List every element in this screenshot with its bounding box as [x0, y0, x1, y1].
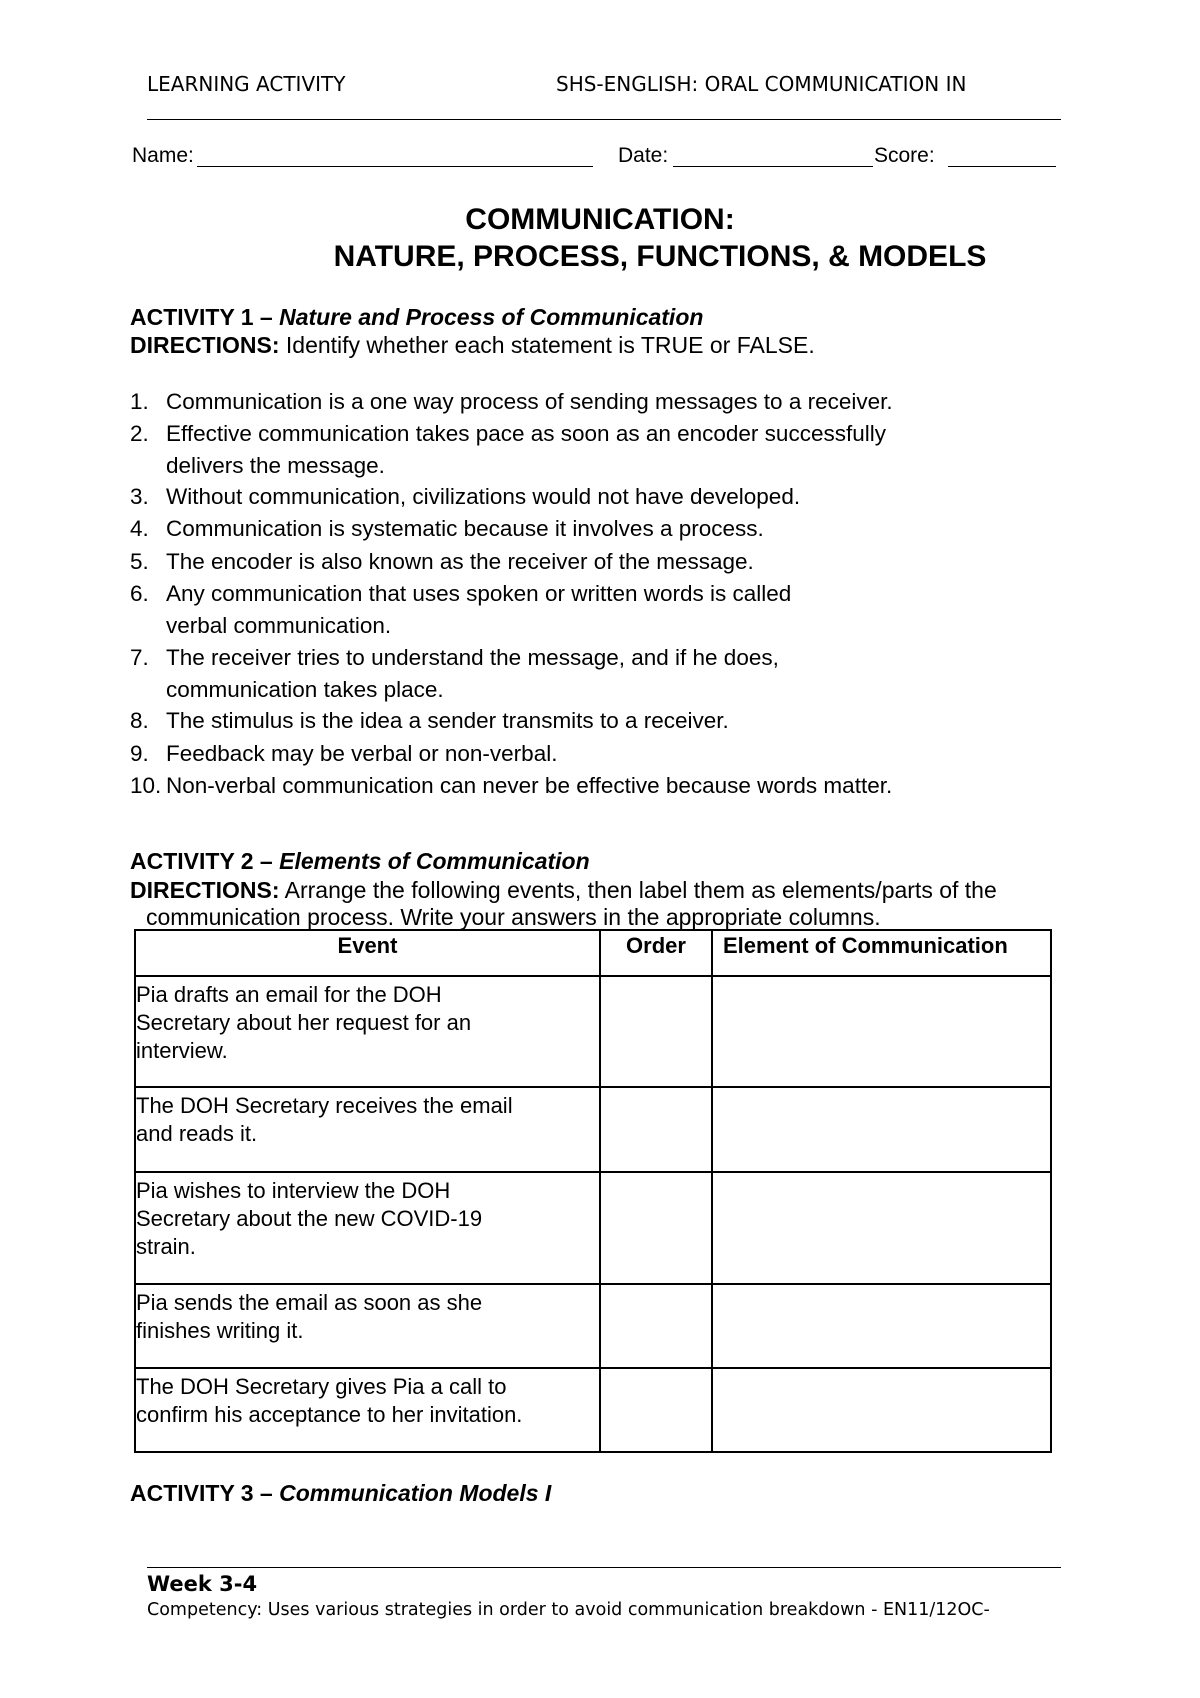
item-text: Without communication, civilizations would not have developed. — [166, 484, 801, 509]
list-item — [130, 770, 893, 802]
score-label: Score: — [874, 144, 935, 167]
item-number: 1. — [130, 389, 149, 414]
score-field[interactable] — [948, 166, 1056, 167]
order-cell[interactable] — [600, 976, 712, 1087]
event-line: confirm his acceptance to her invitation. — [136, 1402, 523, 1427]
activity1-heading — [130, 304, 703, 331]
item-text: The receiver tries to understand the message, and if he does, — [166, 645, 779, 670]
list-item — [130, 642, 779, 674]
list-item — [130, 481, 801, 513]
date-field[interactable] — [673, 166, 873, 167]
item-text: The encoder is also known as the receiver of the message. — [166, 549, 754, 574]
activity3-heading — [130, 1480, 551, 1507]
event-cell — [135, 1087, 600, 1172]
item-text: Any communication that uses spoken or written words is called — [166, 581, 792, 606]
footer-rule — [147, 1567, 1061, 1568]
item-text: Communication is a one way process of sending messages to a receiver. — [166, 389, 893, 414]
element-cell[interactable] — [712, 976, 1051, 1087]
date-label: Date: — [618, 144, 669, 167]
activity2-heading — [130, 848, 590, 875]
list-item — [130, 705, 729, 737]
list-item — [130, 418, 886, 450]
table-row — [135, 1172, 1051, 1284]
column-header-element: Element of Communication — [712, 930, 1051, 976]
order-cell[interactable] — [600, 1368, 712, 1452]
element-cell[interactable] — [712, 1368, 1051, 1452]
footer-week: Week 3-4 — [147, 1572, 258, 1596]
event-line: strain. — [136, 1234, 196, 1259]
activity2-directions — [130, 877, 997, 904]
table-header-row — [135, 930, 1051, 976]
item-number: 10. — [130, 773, 162, 798]
item-number: 4. — [130, 516, 149, 541]
table-row — [135, 1284, 1051, 1368]
order-cell[interactable] — [600, 1284, 712, 1368]
event-line: The DOH Secretary receives the email — [136, 1093, 513, 1118]
element-cell[interactable] — [712, 1172, 1051, 1284]
item-number: 2. — [130, 421, 149, 446]
event-line: The DOH Secretary gives Pia a call to — [136, 1374, 507, 1399]
event-cell — [135, 1368, 600, 1452]
activity1-heading-label: ACTIVITY 1 – — [130, 304, 273, 330]
event-line: Pia sends the email as soon as she — [136, 1290, 483, 1315]
list-item — [130, 578, 792, 610]
list-item-continuation — [130, 610, 392, 642]
activity1-directions — [130, 332, 815, 359]
item-number: 6. — [130, 581, 149, 606]
item-text: Non-verbal communication can never be effective because words matter. — [166, 773, 893, 798]
table-row — [135, 1087, 1051, 1172]
element-cell[interactable] — [712, 1284, 1051, 1368]
event-line: interview. — [136, 1038, 228, 1063]
activity2-heading-topic: Elements of Communication — [279, 848, 590, 874]
list-item-continuation — [130, 450, 385, 482]
item-text: delivers the message. — [166, 453, 385, 478]
event-cell — [135, 976, 600, 1087]
item-number: 9. — [130, 741, 149, 766]
event-cell — [135, 1284, 600, 1368]
table-row — [135, 976, 1051, 1087]
table-row — [135, 1368, 1051, 1452]
item-text: Communication is systematic because it involves a process. — [166, 516, 764, 541]
event-cell — [135, 1172, 600, 1284]
header-left: LEARNING ACTIVITY — [147, 72, 346, 96]
list-item — [130, 738, 558, 770]
item-text: The stimulus is the idea a sender transmits to a receiver. — [166, 708, 729, 733]
item-text: verbal communication. — [166, 613, 392, 638]
event-line: and reads it. — [136, 1121, 258, 1146]
list-item — [130, 386, 893, 418]
name-field[interactable] — [197, 166, 593, 167]
order-cell[interactable] — [600, 1087, 712, 1172]
list-item — [130, 546, 754, 578]
order-cell[interactable] — [600, 1172, 712, 1284]
column-header-order: Order — [600, 930, 712, 976]
event-line: Secretary about her request for an — [136, 1010, 472, 1035]
event-line: Pia wishes to interview the DOH — [136, 1178, 451, 1203]
item-number: 5. — [130, 549, 149, 574]
activity2-directions-text: Arrange the following events, then label them as elements/parts of the — [284, 877, 997, 903]
activity1-directions-label: DIRECTIONS: — [130, 332, 280, 358]
page-title-line2: NATURE, PROCESS, FUNCTIONS, & MODELS — [333, 240, 987, 273]
item-number: 8. — [130, 708, 149, 733]
page-title-line1: COMMUNICATION: — [465, 203, 735, 236]
event-line: Pia drafts an email for the DOH — [136, 982, 442, 1007]
list-item-continuation — [130, 674, 444, 706]
item-number: 7. — [130, 645, 149, 670]
footer-competency: Competency: Uses various strategies in order to avoid communication breakdown - EN11/12OC- — [147, 1600, 990, 1620]
header-rule-tick — [957, 114, 963, 120]
event-line: finishes writing it. — [136, 1318, 304, 1343]
activity2-heading-label: ACTIVITY 2 – — [130, 848, 273, 874]
item-text: communication takes place. — [166, 677, 444, 702]
item-text: Effective communication takes pace as soon as an encoder successfully — [166, 421, 886, 446]
header-rule — [147, 119, 1061, 120]
activity2-directions-label: DIRECTIONS: — [130, 877, 280, 903]
column-header-event: Event — [135, 930, 600, 976]
list-item — [130, 513, 764, 545]
activity3-heading-topic: Communication Models I — [279, 1480, 552, 1506]
name-label: Name: — [132, 144, 194, 167]
activity3-heading-label: ACTIVITY 3 – — [130, 1480, 273, 1506]
activity1-directions-text: Identify whether each statement is TRUE or FALSE. — [285, 332, 815, 358]
header-rule-tick — [551, 114, 557, 120]
item-number: 3. — [130, 484, 149, 509]
activity1-heading-topic: Nature and Process of Communication — [279, 304, 704, 330]
elements-table — [134, 929, 1052, 1453]
activity2-directions-cont: communication process. Write your answers in the appropriate columns. — [146, 904, 881, 930]
element-cell[interactable] — [712, 1087, 1051, 1172]
header-right: SHS-ENGLISH: ORAL COMMUNICATION IN — [556, 72, 967, 96]
event-line: Secretary about the new COVID-19 — [136, 1206, 483, 1231]
item-text: Feedback may be verbal or non-verbal. — [166, 741, 558, 766]
